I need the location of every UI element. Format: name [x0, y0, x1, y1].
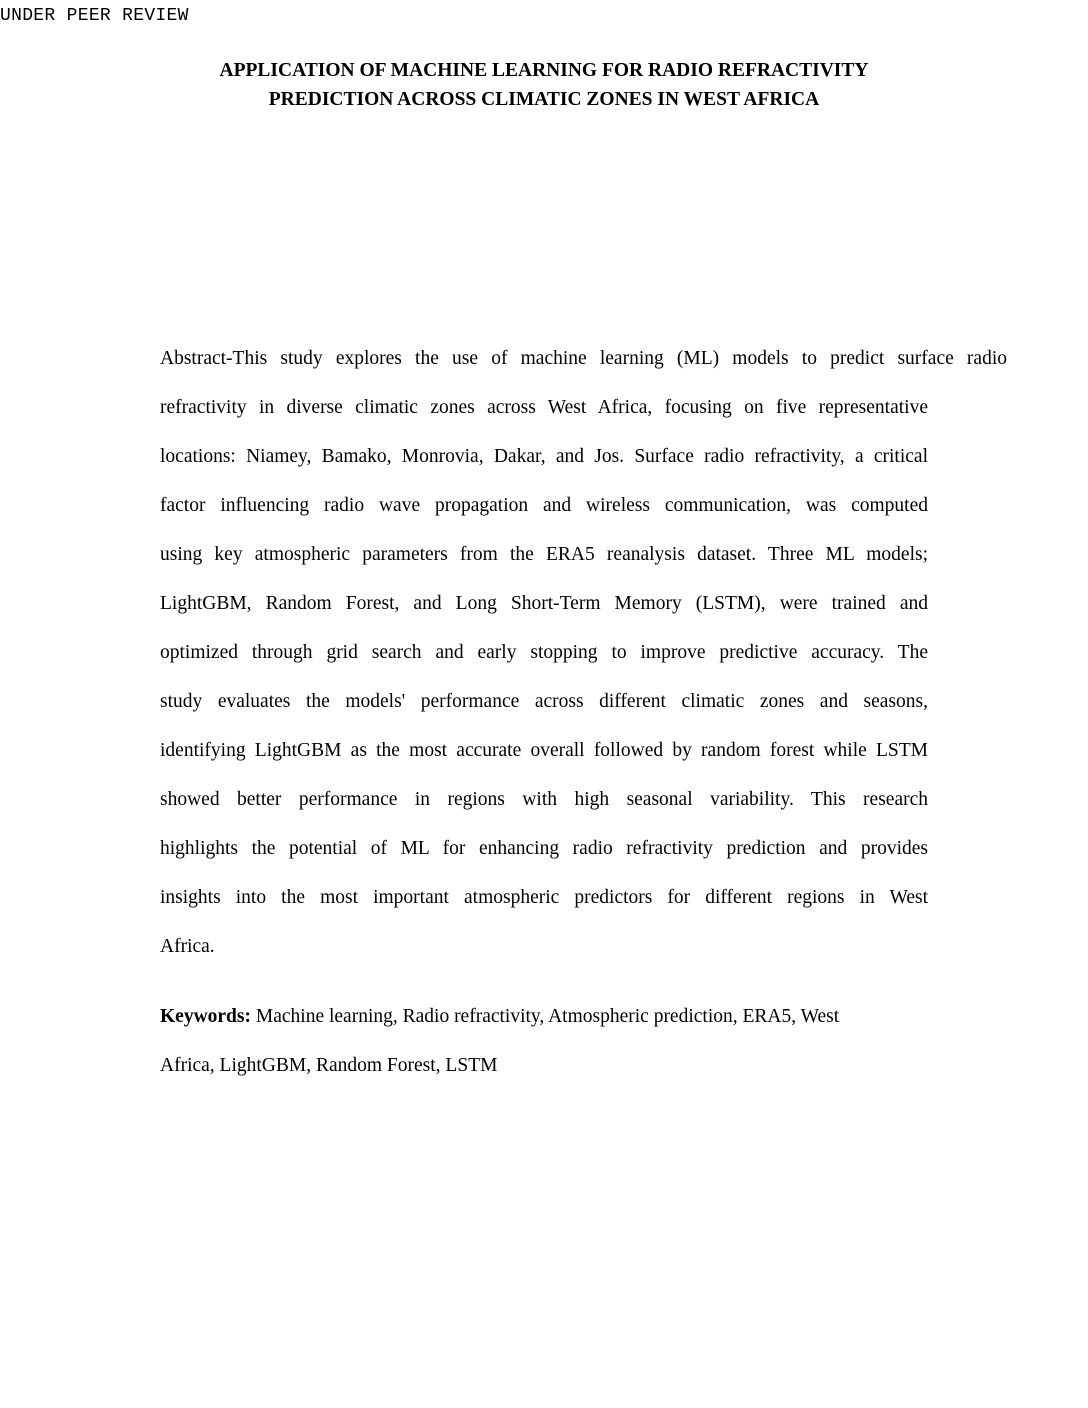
keywords-section: [160, 992, 928, 1090]
paper-title: [160, 56, 928, 114]
keywords-label: Keywords:: [160, 1006, 251, 1027]
abstract-line: showed better performance in regions with high seasonal variability. This research: [160, 789, 928, 810]
abstract-line: optimized through grid search and early stopping to improve predictive accuracy. The: [160, 642, 928, 663]
paper-title-line-2: PREDICTION ACROSS CLIMATIC ZONES IN WEST AFRICA: [268, 89, 820, 110]
abstract-line: study evaluates the models' performance across different climatic zones and seasons,: [160, 691, 928, 712]
watermark-under-peer-review: UNDER PEER REVIEW: [0, 6, 189, 26]
abstract-line: Abstract-This study explores the use of machine learning (ML) models to predict surface radio: [160, 348, 1007, 369]
abstract-line: highlights the potential of ML for enhancing radio refractivity prediction and provides: [160, 838, 928, 859]
abstract-line: Africa.: [160, 936, 215, 957]
abstract-line: refractivity in diverse climatic zones across West Africa, focusing on five representative: [160, 397, 928, 418]
keywords-line-2: Africa, LightGBM, Random Forest, LSTM: [160, 1055, 498, 1076]
abstract-line: using key atmospheric parameters from the ERA5 reanalysis dataset. Three ML models;: [160, 544, 928, 565]
abstract-line: locations: Niamey, Bamako, Monrovia, Dakar, and Jos. Surface radio refractivity, a critical: [160, 446, 928, 467]
paper-title-line-1: APPLICATION OF MACHINE LEARNING FOR RADIO REFRACTIVITY: [219, 60, 869, 81]
keywords-text-1: Machine learning, Radio refractivity, Atmospheric prediction, ERA5, West: [255, 1006, 840, 1027]
abstract-line: factor influencing radio wave propagation and wireless communication, was computed: [160, 495, 928, 516]
abstract-line: LightGBM, Random Forest, and Long Short-Term Memory (LSTM), were trained and: [160, 593, 928, 614]
abstract-paragraph: [160, 334, 1007, 971]
keywords-line-1: [160, 992, 928, 1041]
abstract-line: insights into the most important atmospheric predictors for different regions in West: [160, 887, 928, 908]
abstract-line: identifying LightGBM as the most accurate overall followed by random forest while LSTM: [160, 740, 928, 761]
